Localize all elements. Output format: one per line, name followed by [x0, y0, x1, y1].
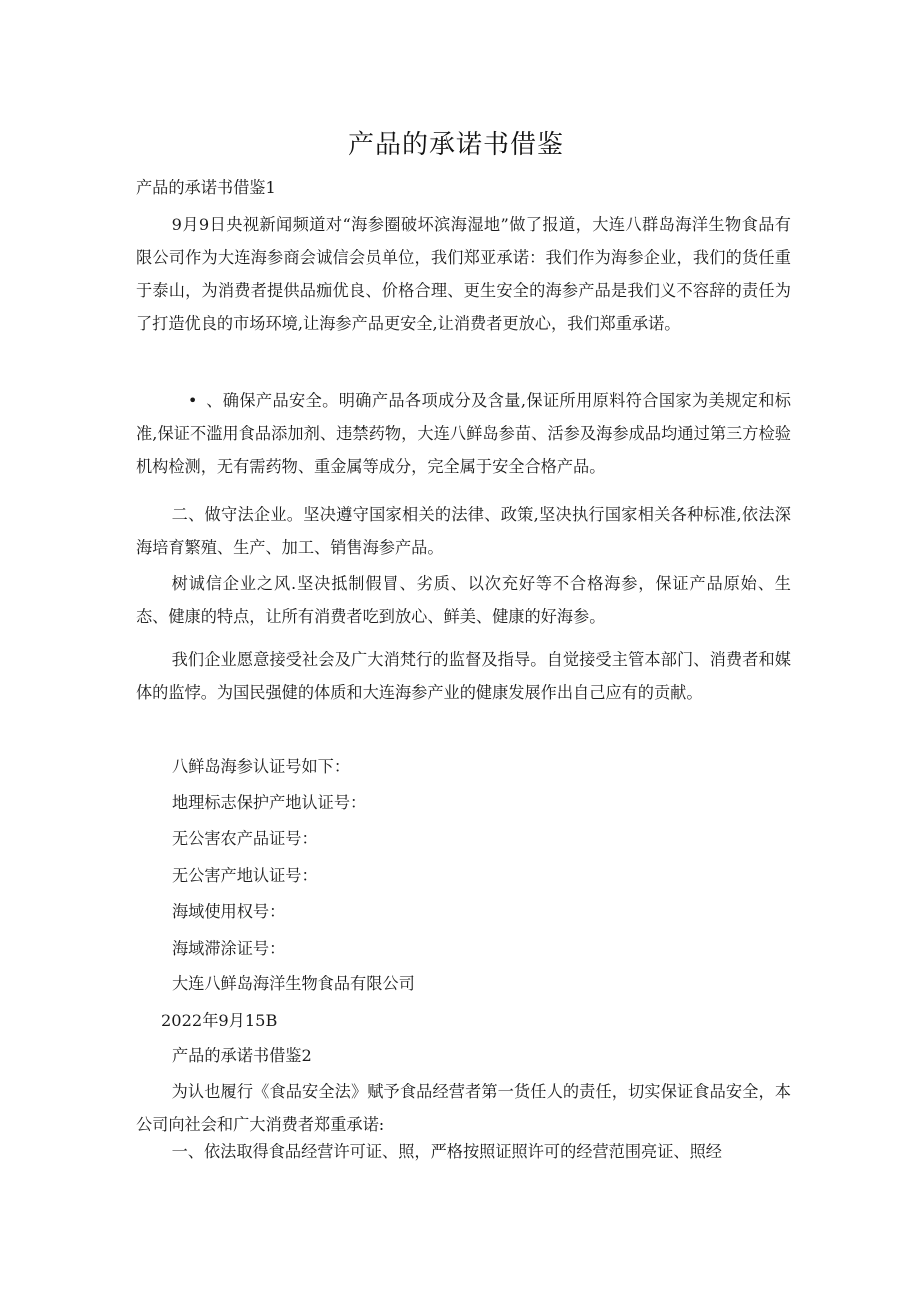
section1-item1-paragraph: [136, 384, 791, 483]
cert-nonpollution-product-line: 无公害农产品证号：: [172, 829, 318, 848]
section2-heading: 产品的承诺书借鉴2: [172, 1046, 312, 1065]
bullet-marker: •: [187, 391, 198, 410]
cert-heading: 八鲜岛海参认证号如下：: [172, 757, 351, 776]
section1-item4-paragraph: 我们企业愿意接受社会及广大消梵行的监督及指导。自觉接受主管本部门、消费者和媒体的监悖。为国民强健的体质和大连海参产业的健康发展作出自己应有的贡献。: [136, 650, 791, 702]
document-title: 产品的承诺书借鉴: [347, 130, 564, 160]
signature-company: 大连八鲜岛海洋生物食品有限公司: [172, 974, 415, 993]
section2-item1-paragraph: 一、依法取得食品经营许可证、照，严格按照证照许可的经营范围亮证、照经: [171, 1142, 722, 1161]
section1-heading: 产品的承诺书借鉴1: [136, 178, 276, 197]
cert-nonpollution-origin-line: 无公害产地认证号：: [172, 866, 318, 885]
section1-item3-paragraph: 树诚信企业之风.坚决抵制假冒、劣质、以次充好等不合格海参，保证产品原始、生态、健康的特点，让所有消费者吃到放心、鲜美、健康的好海参。: [136, 574, 791, 626]
section1-item1-text: 、确保产品安全。明确产品各项成分及含量,保证所用原料符合国家为美规定和标准,保证不滥用食品添加剂、违禁药物，大连八鲜岛参苗、活参及海参成品均通过第三方检验机构检测，无有需药物、重金属等成分，完全属于安全合格产品。: [136, 391, 791, 476]
section2-intro-paragraph: 为认也履行《食品安全法》赋予食品经营者第一货任人的责任，切实保证食品安全，本公司向社会和广大消费者郑重承诺:: [136, 1082, 791, 1134]
cert-sea-use-line: 海域使用权号：: [172, 902, 286, 921]
section1-intro-paragraph: 9月9日央视新闻频道对“海参圈破坏滨海湿地”做了报道，大连八群岛海洋生物食品有限公司作为大连海参商会诚信会员单位，我们郑亚承诺：我们作为海参企业，我们的货任重于泰山，为消费者提供品痂优良、价格合理、更生安全的海参产品是我们义不容辞的责任为了打造优良的市场环境,让海参产品更安全,让消费者更放心，我们郑重承诺。: [136, 215, 791, 333]
cert-geo-line: 地理标志保护产地认证号：: [172, 793, 367, 812]
cert-tidal-flat-line: 海域滞涂证号：: [172, 939, 286, 958]
section1-item2-paragraph: 二、做守法企业。坚决遵守国家相关的法律、政策,坚决执行国家相关各种标准,依法深海培育繁殖、生产、加工、销售海参产品。: [136, 505, 791, 557]
signature-date: 2022年9月15B: [161, 1011, 278, 1030]
